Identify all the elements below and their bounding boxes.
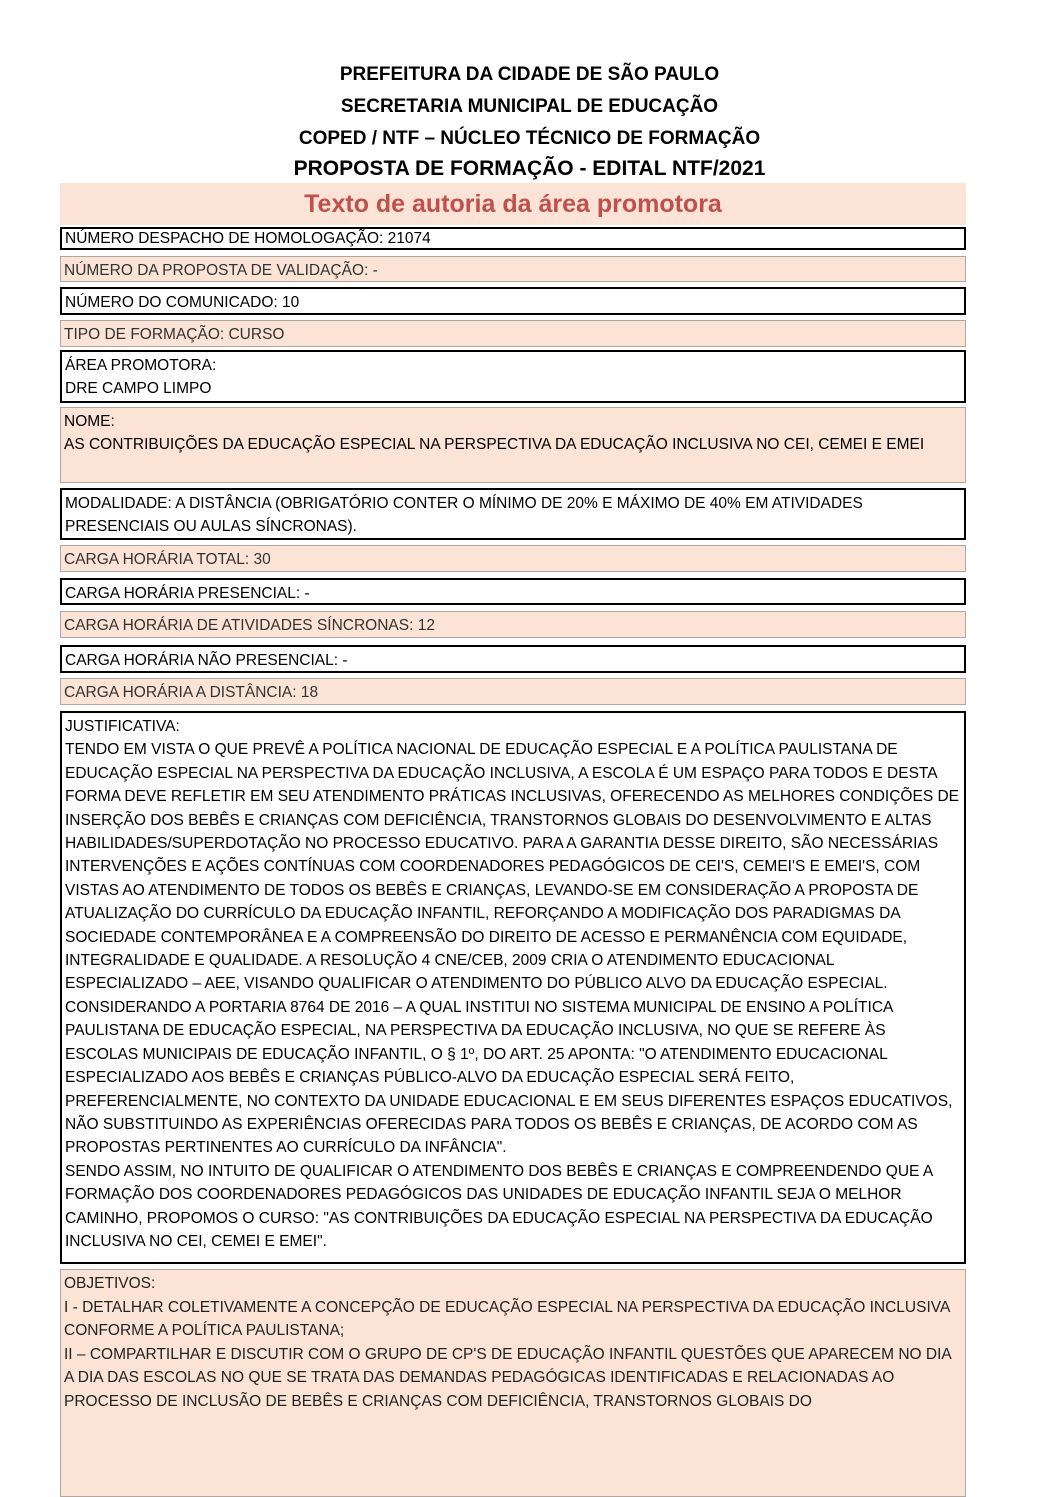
field-modalidade: MODALIDADE: A DISTÂNCIA (OBRIGATÓRIO CONTER O MÍNIMO DE 20% E MÁXIMO DE 40% EM ATIVIDADES PRESENCIAIS OU AULAS SÍNCRONAS). — [60, 488, 966, 540]
justificativa-paragraph-2: SENDO ASSIM, NO INTUITO DE QUALIFICAR O ATENDIMENTO DOS BEBÊS E CRIANÇAS E COMPREENDENDO QUE A FORMAÇÃO DOS COORDENADORES PEDAGÓGICOS DAS UNIDADES DE EDUCAÇÃO INFANTIL SEJA O MELHOR CAMINHO, PROPOMOS O CURSO: "AS CONTRIBUIÇÕES DA EDUCAÇÃO ESPECIAL NA PERSPECTIVA DA EDUCAÇÃO INCLUSIVA NO CEI, CEMEI E EMEI". — [65, 1162, 933, 1250]
area-value: DRE CAMPO LIMPO — [65, 380, 212, 397]
objetivos-label: OBJETIVOS: — [64, 1275, 156, 1292]
objetivo-i: I - DETALHAR COLETIVAMENTE A CONCEPÇÃO DE EDUCAÇÃO ESPECIAL NA PERSPECTIVA DA EDUCAÇÃO INCLUSIVA CONFORME A POLÍTICA PAULISTANA; — [64, 1298, 950, 1339]
field-despacho: NÚMERO DESPACHO DE HOMOLOGAÇÃO: 21074 — [60, 227, 966, 250]
field-validacao: NÚMERO DA PROPOSTA DE VALIDAÇÃO: - — [60, 256, 966, 282]
justificativa-paragraph-1: TENDO EM VISTA O QUE PREVÊ A POLÍTICA NACIONAL DE EDUCAÇÃO ESPECIAL E A POLÍTICA PAULISTANA DE EDUCAÇÃO ESPECIAL NA PERSPECTIVA DA EDUCAÇÃO INCLUSIVA, A ESCOLA É UM ESPAÇO PARA TODOS E DESTA FORMA DEVE REFLETIR EM SEU ATENDIMENTO PRÁTICAS INCLUSIVAS, OFERECENDO AS MELHORES CONDIÇÕES DE INSERÇÃO DOS BEBÊS E CRIANÇAS COM DEFICIÊNCIA, TRANSTORNOS GLOBAIS DO DESENVOLVIMENTO E ALTAS HABILIDADES/SUPERDOTAÇÃO NO PROCESSO EDUCATIVO. PARA A GARANTIA DESSE DIREITO, SÃO NECESSÁRIAS INTERVENÇÕES E AÇÕES CONTÍNUAS COM COORDENADORES PEDAGÓGICOS DE CEI'S, CEMEI'S E EMEI'S, COM VISTAS AO ATENDIMENTO DE TODOS OS BEBÊS E CRIANÇAS, LEVANDO-SE EM CONSIDERAÇÃO A PROPOSTA DE ATUALIZAÇÃO DO CURRÍCULO DA EDUCAÇÃO INFANTIL, REFORÇANDO A MODIFICAÇÃO DOS PARADIGMAS DA SOCIEDADE CONTEMPORÂNEA E A COMPREENSÃO DO DIREITO DE ACESSO E PERMANÊNCIA COM EQUIDADE, INTEGRALIDADE E QUALIDADE. A RESOLUÇÃO 4 CNE/CEB, 2009 CRIA O ATENDIMENTO EDUCACIONAL ESPECIALIZADO – AEE, VISANDO QUALIFICAR O ATENDIMENTO DO PÚBLICO ALVO DA EDUCAÇÃO ESPECIAL. CONSIDERANDO A PORTARIA 8764 DE 2016 – A QUAL INSTITUI NO SISTEMA MUNICIPAL DE ENSINO A POLÍTICA PAULISTANA DE EDUCAÇÃO ESPECIAL, NA PERSPECTIVA DA EDUCAÇÃO INCLUSIVA, NO QUE SE REFERE ÀS ESCOLAS MUNICIPAIS DE EDUCAÇÃO INFANTIL, O § 1º, DO ART. 25 APONTA: "O ATENDIMENTO EDUCACIONAL ESPECIALIZADO AOS BEBÊS E CRIANÇAS PÚBLICO-ALVO DA EDUCAÇÃO ESPECIAL SERÁ FEITO, PREFERENCIALMENTE, NO CONTEXTO DA UNIDADE EDUCACIONAL E EM SEUS DIFERENTES ESPAÇOS EDUCATIVOS, NÃO SUBSTITUINDO AS EXPERIÊNCIAS OFERECIDAS PARA TODOS OS BEBÊS E CRIANÇAS, DE ACORDO COM AS PROPOSTAS PERTINENTES AO CURRÍCULO DA INFÂNCIA". — [65, 741, 959, 1157]
header-secretaria: SECRETARIA MUNICIPAL DE EDUCAÇÃO — [340, 96, 719, 117]
field-justificativa — [60, 711, 966, 1264]
field-carga-total: CARGA HORÁRIA TOTAL: 30 — [60, 545, 966, 572]
subtitle-autoria: Texto de autoria da área promotora — [60, 183, 966, 225]
field-carga-nao-presencial: CARGA HORÁRIA NÃO PRESENCIAL: - — [60, 645, 966, 673]
field-tipo: TIPO DE FORMAÇÃO: CURSO — [60, 320, 966, 347]
field-carga-sincronas: CARGA HORÁRIA DE ATIVIDADES SÍNCRONAS: 12 — [60, 611, 966, 638]
field-objetivos — [60, 1269, 966, 1497]
field-carga-presencial: CARGA HORÁRIA PRESENCIAL: - — [60, 578, 966, 605]
objetivo-ii: II – COMPARTILHAR E DISCUTIR COM O GRUPO DE CP'S DE EDUCAÇÃO INFANTIL QUESTÕES QUE APARECEM NO DIA A DIA DAS ESCOLAS NO QUE SE TRATA DAS DEMANDAS PEDAGÓGICAS IDENTIFICADAS E RELACIONADAS AO PROCESSO DE INCLUSÃO DE BEBÊS E CRIANÇAS COM DEFICIÊNCIA, TRANSTORNOS GLOBAIS DO — [64, 1345, 951, 1410]
justificativa-label: JUSTIFICATIVA: — [65, 718, 180, 735]
area-label: ÁREA PROMOTORA: — [65, 357, 217, 374]
field-area-promotora — [60, 350, 966, 403]
field-nome — [60, 407, 966, 483]
header-coped: COPED / NTF – NÚCLEO TÉCNICO DE FORMAÇÃO — [298, 128, 761, 149]
nome-value: AS CONTRIBUIÇÕES DA EDUCAÇÃO ESPECIAL NA PERSPECTIVA DA EDUCAÇÃO INCLUSIVA NO CEI, CEMEI E EMEI — [64, 436, 925, 453]
nome-label: NOME: — [64, 413, 115, 430]
field-carga-distancia: CARGA HORÁRIA A DISTÂNCIA: 18 — [60, 678, 966, 705]
header-proposta: PROPOSTA DE FORMAÇÃO - EDITAL NTF/2021 — [293, 157, 766, 180]
header-prefeitura: PREFEITURA DA CIDADE DE SÃO PAULO — [339, 64, 720, 85]
field-comunicado: NÚMERO DO COMUNICADO: 10 — [60, 287, 966, 315]
